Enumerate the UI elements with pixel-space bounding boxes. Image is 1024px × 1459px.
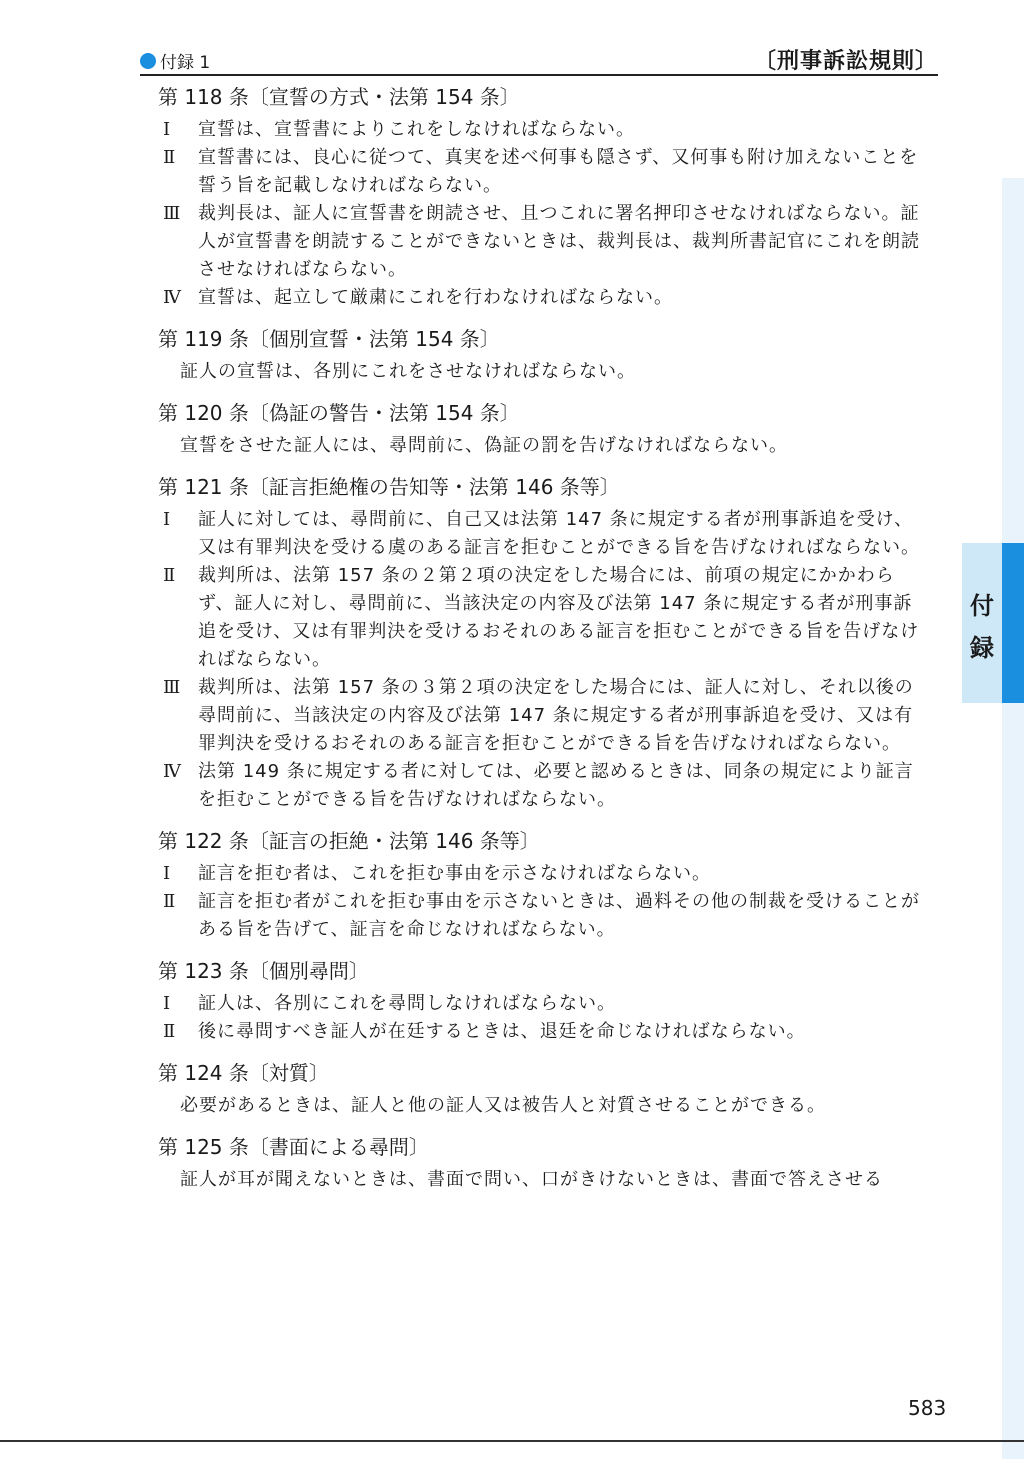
article: [158, 398, 923, 460]
article-title: 第 121 条〔証言拒絶権の告知等・法第 146 条等〕: [158, 475, 620, 499]
paragraph: [158, 200, 923, 284]
article-title: 第 125 条〔書面による尋問〕: [158, 1135, 429, 1159]
paragraph-text: 宣誓は、宣誓書によりこれをしなければならない。: [198, 119, 635, 140]
paragraph-number: Ⅳ: [163, 761, 181, 782]
paragraph: [158, 358, 923, 386]
article-title: 第 124 条〔対質〕: [158, 1061, 329, 1085]
appendix-tab: [962, 543, 1024, 703]
paragraph-number: Ⅰ: [163, 119, 171, 140]
bullet-dot-icon: [140, 53, 156, 69]
paragraph: [158, 116, 923, 144]
paragraph-number: Ⅲ: [163, 203, 181, 224]
paragraph: [158, 758, 923, 814]
paragraph: [158, 432, 923, 460]
paragraph: [158, 1092, 923, 1120]
article: [158, 324, 923, 386]
article-title: 第 119 条〔個別宣誓・法第 154 条〕: [158, 327, 500, 351]
section-label-text: 付録 1: [160, 53, 211, 73]
paragraph-text: 法第 149 条に規定する者に対しては、必要と認めるときは、同条の規定により証言を拒むことができる旨を告げなければならない。: [198, 761, 914, 810]
paragraph: [158, 284, 923, 312]
article: [158, 82, 923, 312]
paragraph-text: 宣誓は、起立して厳粛にこれを行わなければならない。: [198, 287, 673, 308]
paragraph-text: 後に尋問すべき証人が在廷するときは、退廷を命じなければならない。: [198, 1021, 806, 1042]
page-number: 583: [908, 1396, 947, 1420]
paragraph-text: 証言を拒む者がこれを拒む事由を示さないときは、過料その他の制裁を受けることがある旨を告げて、証言を命じなければならない。: [198, 891, 920, 940]
paragraph-number: Ⅲ: [163, 677, 181, 698]
page-header: [140, 44, 938, 76]
article: [158, 472, 923, 814]
section-label: [140, 48, 210, 73]
paragraph-number: Ⅰ: [163, 509, 171, 530]
paragraph-text: 裁判所は、法第 157 条の２第２項の決定をした場合には、前項の規定にかかわらず、証人に対し、尋問前に、当該決定の内容及び法第 147 条に規定する者が刑事訴追を受け、又は有罪判決を受けるおそれのある証言を拒むことができる旨を告げなければならない。: [198, 565, 920, 670]
paragraph: [158, 506, 923, 562]
paragraph: [158, 144, 923, 200]
article-title: 第 122 条〔証言の拒絶・法第 146 条等〕: [158, 829, 540, 853]
paragraph-number: Ⅰ: [163, 993, 171, 1014]
article-title: 第 118 条〔宣誓の方式・法第 154 条〕: [158, 85, 520, 109]
article-title: 第 120 条〔偽証の警告・法第 154 条〕: [158, 401, 520, 425]
paragraph-text: 証言を拒む者は、これを拒む事由を示さなければならない。: [198, 863, 711, 884]
paragraph-number: Ⅱ: [163, 565, 176, 586]
paragraph: [158, 888, 923, 944]
appendix-tab-label: [962, 585, 1002, 669]
paragraph: [158, 1018, 923, 1046]
paragraph-number: Ⅰ: [163, 863, 171, 884]
paragraph-text: 必要があるときは、証人と他の証人又は被告人と対質させることができる。: [180, 1095, 826, 1116]
article-title: 第 123 条〔個別尋問〕: [158, 959, 369, 983]
paragraph: [158, 990, 923, 1018]
appendix-tab-char: 録: [970, 634, 994, 662]
paragraph-number: Ⅱ: [163, 147, 176, 168]
article-list: [158, 82, 923, 1206]
paragraph-text: 裁判長は、証人に宣誓書を朗読させ、且つこれに署名押印させなければならない。証人が宣誓書を朗読することができないときは、裁判長は、裁判所書記官にこれを朗読させなければならない。: [198, 203, 920, 280]
paragraph-text: 裁判所は、法第 157 条の３第２項の決定をした場合には、証人に対し、それ以後の尋問前に、当該決定の内容及び法第 147 条に規定する者が刑事訴追を受け、又は有罪判決を受けるおそれのある証言を拒むことができる旨を告げなければならない。: [198, 677, 914, 754]
paragraph-number: Ⅱ: [163, 891, 176, 912]
paragraph: [158, 674, 923, 758]
paragraph-text: 証人が耳が聞えないときは、書面で問い、口がきけないときは、書面で答えさせる: [180, 1169, 883, 1190]
paragraph: [158, 860, 923, 888]
appendix-tab-bar: [1002, 543, 1024, 703]
side-band: [1002, 178, 1024, 1459]
bottom-rule: [0, 1440, 1024, 1442]
paragraph: [158, 562, 923, 674]
article: [158, 826, 923, 944]
paragraph-number: Ⅱ: [163, 1021, 176, 1042]
appendix-tab-char: 付: [970, 592, 994, 620]
paragraph-text: 宣誓をさせた証人には、尋問前に、偽証の罰を告げなければならない。: [180, 435, 788, 456]
paragraph-text: 証人は、各別にこれを尋問しなければならない。: [198, 993, 616, 1014]
paragraph-text: 宣誓書には、良心に従つて、真実を述べ何事も隠さず、又何事も附け加えないことを誓う旨を記載しなければならない。: [198, 147, 919, 196]
article: [158, 956, 923, 1046]
paragraph-text: 証人に対しては、尋問前に、自己又は法第 147 条に規定する者が刑事訴追を受け、又は有罪判決を受ける虞のある証言を拒むことができる旨を告げなければならない。: [198, 509, 920, 558]
document-title: 〔刑事訴訟規則〕: [753, 49, 938, 74]
paragraph: [158, 1166, 923, 1194]
paragraph-text: 証人の宣誓は、各別にこれをさせなければならない。: [180, 361, 636, 382]
article: [158, 1058, 923, 1120]
article: [158, 1132, 923, 1194]
paragraph-number: Ⅳ: [163, 287, 181, 308]
